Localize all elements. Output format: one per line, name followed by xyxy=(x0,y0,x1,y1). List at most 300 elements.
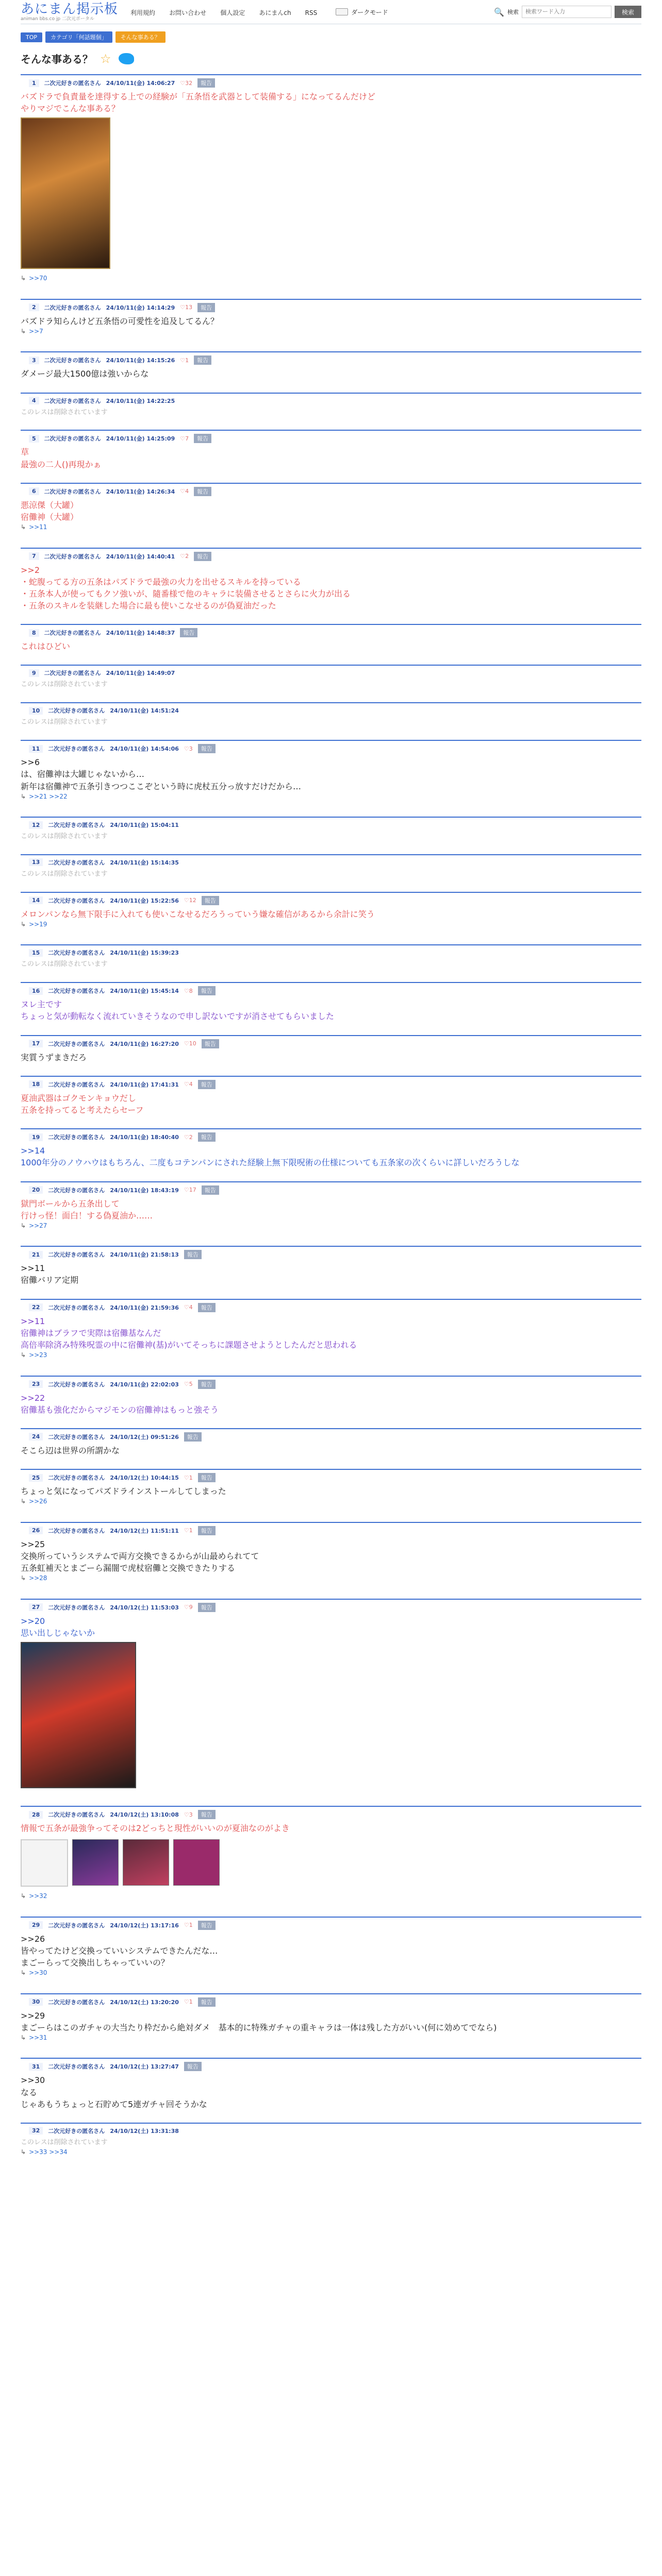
post-body xyxy=(21,996,641,1026)
post-text: バズドラ知らんけど五条悟の可愛性を追及してるん？ xyxy=(21,316,219,326)
post-body xyxy=(21,1260,641,1290)
post-text: ・五条のスキルを装継した場合に最も使いこなせるのが偽夏油だった xyxy=(21,601,276,611)
dark-mode-toggle[interactable] xyxy=(336,8,388,16)
post xyxy=(21,1806,641,1908)
like-button[interactable] xyxy=(184,988,193,994)
search-area xyxy=(494,6,641,18)
post-body xyxy=(21,1143,641,1173)
like-button[interactable] xyxy=(184,1604,193,1611)
reply-arrow-icon: ↳ xyxy=(21,1969,26,1977)
post-text: このレスは削除されています xyxy=(21,681,108,689)
post-number[interactable]: 9 xyxy=(29,669,39,677)
report-button[interactable]: 報告 xyxy=(198,986,216,995)
report-button[interactable]: 報告 xyxy=(194,552,211,561)
post-date: 24/10/11(金) 15:45:14 xyxy=(110,988,179,995)
post-number[interactable]: 11 xyxy=(29,745,43,753)
post-author: 二次元好きの匿名さん xyxy=(44,397,101,404)
post-date: 24/10/11(金) 14:14:29 xyxy=(106,304,175,311)
report-button[interactable]: 報告 xyxy=(198,1303,216,1312)
post-header xyxy=(21,1077,641,1090)
post-author: 二次元好きの匿名さん xyxy=(48,950,105,957)
report-button[interactable]: 報告 xyxy=(198,1810,216,1819)
logo-subtext: animan bbs.co jp 二次元ポータル xyxy=(21,16,94,22)
like-button[interactable] xyxy=(184,1304,193,1311)
post-text: 最強の二人()再現かぁ xyxy=(21,459,102,469)
report-button[interactable]: 報告 xyxy=(197,303,215,312)
heart-icon: ♡ xyxy=(184,1040,189,1047)
heart-icon: ♡ xyxy=(184,1081,189,1088)
post xyxy=(21,483,641,539)
post-list xyxy=(21,74,641,2164)
heart-icon: ♡ xyxy=(184,1304,189,1311)
reply-link[interactable]: >>31 xyxy=(29,2033,47,2041)
reply-link[interactable]: >>11 xyxy=(29,523,47,531)
post-number[interactable]: 14 xyxy=(29,896,43,904)
heart-icon: ♡ xyxy=(184,1604,189,1611)
post-header xyxy=(21,1470,641,1483)
like-button[interactable] xyxy=(184,1922,193,1928)
nav-terms[interactable]: 利用規約 xyxy=(130,9,156,16)
post xyxy=(21,2123,641,2164)
like-button[interactable] xyxy=(180,435,189,442)
heart-icon: ♡ xyxy=(180,79,186,87)
nav-settings[interactable]: 個人設定 xyxy=(220,9,245,16)
post-author: 二次元好きの匿名さん xyxy=(44,304,101,311)
post xyxy=(21,1181,641,1238)
anchor-link[interactable]: >>11 xyxy=(21,1263,45,1274)
post-body xyxy=(21,1390,641,1420)
post xyxy=(21,1076,641,1120)
post-text: なる xyxy=(21,2087,38,2097)
reply-links xyxy=(21,1351,633,1363)
post-number[interactable]: 1 xyxy=(29,79,39,87)
post-header xyxy=(21,1247,641,1260)
post-author: 二次元好きの匿名さん xyxy=(48,1998,105,2006)
page xyxy=(21,0,641,2164)
reply-arrow-icon: ↳ xyxy=(21,1351,26,1359)
logo-text[interactable]: あにまん掲示板 xyxy=(21,1,119,17)
post-text: ・蛇腹ってる方の五条はパズドラで最強の火力を出せるスキルを持っている xyxy=(21,577,301,587)
post-author: 二次元好きの匿名さん xyxy=(48,1527,105,1534)
reply-link[interactable]: >>26 xyxy=(29,1498,47,1505)
post-header xyxy=(21,1994,641,2008)
post-date: 24/10/11(金) 15:04:11 xyxy=(110,822,179,829)
post-date: 24/10/11(金) 15:39:23 xyxy=(110,950,179,957)
search-scope[interactable]: 検索 xyxy=(507,9,519,15)
post-number[interactable]: 8 xyxy=(29,629,39,637)
breadcrumb-category[interactable]: カテゴリ「何話題個」 xyxy=(45,31,112,43)
post-text: やりマジでこんな事ある？ xyxy=(21,104,120,114)
post-author: 二次元好きの匿名さん xyxy=(48,2063,105,2071)
post-author: 二次元好きの匿名さん xyxy=(48,707,105,715)
post-author: 二次元好きの匿名さん xyxy=(44,488,101,495)
like-button[interactable] xyxy=(184,1811,193,1818)
anchor-link[interactable]: >>25 xyxy=(21,1539,45,1549)
heart-icon: ♡ xyxy=(184,1922,189,1929)
post-body xyxy=(21,906,641,937)
like-count: 13 xyxy=(185,304,193,311)
nav-rss[interactable]: RSS xyxy=(305,9,318,16)
anchor-link[interactable]: >>20 xyxy=(21,1616,45,1626)
post-date: 24/10/11(金) 17:41:31 xyxy=(110,1081,179,1088)
report-button[interactable]: 報告 xyxy=(198,1132,216,1142)
heart-icon: ♡ xyxy=(180,357,186,364)
post-header xyxy=(21,2124,641,2136)
thumbnail-image[interactable] xyxy=(123,1839,169,1886)
post xyxy=(21,1246,641,1290)
post-number[interactable]: 30 xyxy=(29,1998,43,2006)
reply-links xyxy=(21,523,633,535)
post xyxy=(21,740,641,808)
like-button[interactable] xyxy=(180,304,192,311)
reply-links xyxy=(21,1222,633,1233)
like-button[interactable] xyxy=(180,80,192,87)
like-button[interactable] xyxy=(184,1081,193,1088)
post-number[interactable]: 5 xyxy=(29,435,39,443)
post-number[interactable]: 2 xyxy=(29,303,39,311)
post-body xyxy=(21,678,641,694)
post-date: 24/10/11(金) 14:25:09 xyxy=(106,435,175,443)
like-button[interactable] xyxy=(184,1475,193,1481)
like-count: 1 xyxy=(189,1527,193,1534)
anchor-link[interactable]: >>29 xyxy=(21,2010,45,2021)
post-author: 二次元好きの匿名さん xyxy=(48,897,105,904)
breadcrumb-current: そんな事ある？ xyxy=(115,31,166,43)
reply-link[interactable]: >>70 xyxy=(29,275,47,282)
reply-links xyxy=(21,1969,633,1980)
post xyxy=(21,1522,641,1590)
post-header xyxy=(21,484,641,497)
report-button[interactable]: 報告 xyxy=(198,1473,216,1482)
nav-animanch[interactable]: あにまんch xyxy=(259,9,291,16)
reply-link[interactable]: >>33 >>34 xyxy=(29,2148,68,2156)
like-button[interactable] xyxy=(184,1998,193,2005)
anchor-link[interactable]: >>14 xyxy=(21,1146,45,1156)
reply-links xyxy=(21,920,633,932)
post-date: 24/10/11(金) 15:14:35 xyxy=(110,859,179,866)
toggle-switch[interactable] xyxy=(336,8,348,15)
reply-links xyxy=(21,2148,633,2160)
anchor-link[interactable]: >>2 xyxy=(21,565,40,575)
post-number[interactable]: 31 xyxy=(29,2063,43,2071)
report-button[interactable]: 報告 xyxy=(194,434,211,443)
like-count: 10 xyxy=(189,1040,196,1047)
post-date: 24/10/12(土) 11:53:03 xyxy=(110,1604,179,1611)
post-body xyxy=(21,754,641,808)
anchor-link[interactable]: >>6 xyxy=(21,757,40,768)
heart-icon: ♡ xyxy=(184,1998,189,2006)
heart-icon: ♡ xyxy=(184,1187,189,1194)
report-button[interactable]: 報告 xyxy=(198,744,216,753)
reply-arrow-icon: ↳ xyxy=(21,523,26,531)
report-button[interactable]: 報告 xyxy=(198,1380,216,1389)
report-button[interactable]: 報告 xyxy=(184,2062,202,2071)
reply-link[interactable]: >>21 >>22 xyxy=(29,792,68,800)
anchor-link[interactable]: >>30 xyxy=(21,2075,45,2086)
post-date: 24/10/12(土) 13:20:20 xyxy=(110,1998,179,2006)
thumbnail-image[interactable] xyxy=(173,1839,220,1886)
post-date: 24/10/11(金) 16:27:20 xyxy=(110,1040,179,1047)
post-header xyxy=(21,703,641,716)
post-header xyxy=(21,431,641,444)
post-author: 二次元好きの匿名さん xyxy=(48,1040,105,1047)
nav-contact[interactable]: お問い合わせ xyxy=(169,9,207,16)
reply-link[interactable]: >>27 xyxy=(29,1222,47,1229)
post xyxy=(21,854,641,884)
like-count: 8 xyxy=(189,987,193,994)
like-count: 1 xyxy=(189,1474,193,1481)
post-number[interactable]: 12 xyxy=(29,821,43,829)
heart-icon: ♡ xyxy=(184,897,189,904)
post-number[interactable]: 6 xyxy=(29,487,39,495)
post-text: ダメージ最大1500億は強いからな xyxy=(21,369,149,379)
post-date: 24/10/11(金) 14:15:26 xyxy=(106,357,175,364)
post-number[interactable]: 15 xyxy=(29,949,43,957)
favorite-star-icon[interactable]: ☆ xyxy=(100,51,111,66)
post-date: 24/10/12(土) 10:44:15 xyxy=(110,1475,179,1482)
thread-title: そんな事ある？ xyxy=(21,53,93,65)
like-button[interactable] xyxy=(184,1381,193,1387)
like-count: 1 xyxy=(189,1998,193,2006)
post-number[interactable]: 18 xyxy=(29,1080,43,1088)
like-button[interactable] xyxy=(184,1527,193,1534)
post-header xyxy=(21,75,641,89)
report-button[interactable]: 報告 xyxy=(198,1526,216,1535)
post-header xyxy=(21,1036,641,1049)
breadcrumb xyxy=(21,31,641,43)
post-body xyxy=(21,2072,641,2114)
post-author: 二次元好きの匿名さん xyxy=(48,1134,105,1141)
reply-arrow-icon: ↳ xyxy=(21,2033,26,2041)
post-body xyxy=(21,2136,641,2164)
post-body xyxy=(21,444,641,474)
like-button[interactable] xyxy=(184,897,196,904)
search-button[interactable]: 検索 xyxy=(615,6,641,18)
post xyxy=(21,1599,641,1798)
reply-arrow-icon: ↳ xyxy=(21,792,26,800)
like-count: 1 xyxy=(189,1922,193,1929)
post-header xyxy=(21,394,641,406)
like-button[interactable] xyxy=(184,1040,196,1047)
report-button[interactable]: 報告 xyxy=(180,628,197,637)
reply-link[interactable]: >>19 xyxy=(29,920,47,928)
twitter-bird-icon[interactable] xyxy=(119,53,134,64)
post-number[interactable]: 16 xyxy=(29,987,43,995)
site-logo[interactable] xyxy=(21,3,118,22)
like-button[interactable] xyxy=(184,1187,196,1193)
post-number[interactable]: 29 xyxy=(29,1921,43,1929)
post-author: 二次元好きの匿名さん xyxy=(48,1187,105,1194)
post-header xyxy=(21,818,641,830)
post-number[interactable]: 7 xyxy=(29,552,39,560)
post-text: 五条を持ってると考えたらセーフ xyxy=(21,1105,144,1115)
post-header xyxy=(21,945,641,958)
report-button[interactable]: 報告 xyxy=(197,78,215,88)
post-body xyxy=(21,958,641,974)
post-number[interactable]: 22 xyxy=(29,1303,43,1311)
post-number[interactable]: 23 xyxy=(29,1380,43,1388)
post xyxy=(21,548,641,616)
post-number[interactable]: 13 xyxy=(29,858,43,866)
like-button[interactable] xyxy=(180,553,189,560)
post-text: 情報で五条が最強争ってそのは2どっちと現性がいいのが夏油なのがよき xyxy=(21,1823,290,1834)
reply-link[interactable]: >>28 xyxy=(29,1574,47,1582)
post-header xyxy=(21,983,641,996)
reply-link[interactable]: >>30 xyxy=(29,1969,47,1977)
post-text: 思い出しじゃないか xyxy=(21,1628,95,1638)
anchor-link[interactable]: >>11 xyxy=(21,1316,45,1326)
post-text: 宿儺神はブラフで実際は宿儺基なんだ xyxy=(21,1328,161,1338)
like-count: 12 xyxy=(189,897,196,904)
post-text: 宿儺バリア定期 xyxy=(21,1275,79,1285)
report-button[interactable]: 報告 xyxy=(184,1250,202,1259)
post-number[interactable]: 26 xyxy=(29,1527,43,1534)
report-button[interactable]: 報告 xyxy=(194,487,211,496)
post-header xyxy=(21,2059,641,2072)
post-body xyxy=(21,366,641,384)
post-number[interactable]: 19 xyxy=(29,1133,43,1141)
thumbnail-row xyxy=(21,1839,633,1887)
post xyxy=(21,817,641,846)
post-date: 24/10/11(金) 14:54:06 xyxy=(110,745,179,753)
post-number[interactable]: 28 xyxy=(29,1811,43,1819)
reply-link[interactable]: >>23 xyxy=(29,1351,47,1359)
report-button[interactable]: 報告 xyxy=(198,1997,216,2007)
heart-icon: ♡ xyxy=(184,1811,189,1818)
like-button[interactable] xyxy=(184,1134,193,1141)
post-body xyxy=(21,830,641,846)
post-text: 1000年分のノウハウはもちろん、二度もコテンパンにされた経験上無下限呪術の仕様についても五条家の次くらいに詳しいだろうしな xyxy=(21,1158,520,1168)
post-date: 24/10/12(土) 11:51:11 xyxy=(110,1527,179,1534)
heart-icon: ♡ xyxy=(184,745,189,752)
post xyxy=(21,430,641,474)
post-number[interactable]: 17 xyxy=(29,1040,43,1047)
post xyxy=(21,299,641,344)
post xyxy=(21,351,641,384)
post-body xyxy=(21,1536,641,1590)
reply-links xyxy=(21,327,633,339)
thumbnail-image[interactable] xyxy=(72,1839,119,1886)
like-count: 32 xyxy=(185,79,193,87)
post-header xyxy=(21,1300,641,1313)
post xyxy=(21,702,641,732)
post-header xyxy=(21,1182,641,1196)
anchor-link[interactable]: >>22 xyxy=(21,1393,45,1403)
post xyxy=(21,393,641,422)
report-button[interactable]: 報告 xyxy=(202,896,219,905)
report-button[interactable]: 報告 xyxy=(184,1432,202,1442)
post-header xyxy=(21,549,641,562)
reply-arrow-icon: ↳ xyxy=(21,275,26,282)
post-number[interactable]: 24 xyxy=(29,1433,43,1440)
post-author: 二次元好きの匿名さん xyxy=(48,988,105,995)
post-text: このレスは削除されています xyxy=(21,718,108,726)
post-body xyxy=(21,1196,641,1238)
post-text: 交換所っていうシステムで両方交換できるからが山最められてて xyxy=(21,1551,259,1561)
post xyxy=(21,1469,641,1514)
post-body xyxy=(21,716,641,732)
post-author: 二次元好きの匿名さん xyxy=(48,1433,105,1440)
post xyxy=(21,1428,641,1461)
post-number[interactable]: 20 xyxy=(29,1186,43,1194)
post-number[interactable]: 27 xyxy=(29,1603,43,1611)
like-count: 9 xyxy=(189,1604,193,1611)
post-body xyxy=(21,1931,641,1985)
search-input[interactable] xyxy=(522,6,611,18)
post-number[interactable]: 3 xyxy=(29,357,39,364)
like-count: 3 xyxy=(189,1811,193,1818)
post-image[interactable] xyxy=(21,117,110,269)
post-author: 二次元好きの匿名さん xyxy=(48,859,105,866)
post-header xyxy=(21,741,641,754)
post-number[interactable]: 21 xyxy=(29,1251,43,1259)
post-date: 24/10/12(土) 09:51:26 xyxy=(110,1433,179,1440)
dark-mode-label: ダークモード xyxy=(351,8,388,16)
post xyxy=(21,74,641,291)
post-date: 24/10/11(金) 14:06:27 xyxy=(106,80,175,87)
report-button[interactable]: 報告 xyxy=(198,1603,216,1612)
like-button[interactable] xyxy=(180,357,189,364)
reply-link[interactable]: >>32 xyxy=(29,1892,47,1900)
post-date: 24/10/12(土) 13:10:08 xyxy=(110,1811,179,1819)
site-header xyxy=(21,0,641,24)
post-date: 24/10/11(金) 14:40:41 xyxy=(106,553,175,560)
post-date: 24/10/11(金) 21:59:36 xyxy=(110,1304,179,1311)
post-header xyxy=(21,1600,641,1613)
post-date: 24/10/12(土) 13:17:16 xyxy=(110,1922,179,1929)
report-button[interactable]: 報告 xyxy=(198,1921,216,1930)
post-body xyxy=(21,2008,641,2050)
post-text: ちょっと気が動転なく流れていきそうなので申し訳ないですが消させてもらいました xyxy=(21,1011,335,1022)
post-number[interactable]: 25 xyxy=(29,1474,43,1482)
post-header xyxy=(21,1918,641,1931)
breadcrumb-top[interactable]: TOP xyxy=(21,32,42,42)
like-count: 5 xyxy=(189,1381,193,1388)
post-text: 獄門ボールから五条出して xyxy=(21,1198,120,1209)
post xyxy=(21,1993,641,2050)
reply-links xyxy=(21,1892,633,1904)
post-header xyxy=(21,300,641,313)
post-number[interactable]: 32 xyxy=(29,2127,43,2134)
post-author: 二次元好きの匿名さん xyxy=(44,435,101,443)
reply-link[interactable]: >>7 xyxy=(29,327,43,335)
post-text: 五条虹補天とまごーら漏闇で虎杖宿儺と交換できたりする xyxy=(21,1563,236,1573)
post-body xyxy=(21,1613,641,1798)
post-text: このレスは削除されています xyxy=(21,833,108,841)
report-button[interactable]: 報告 xyxy=(194,355,211,365)
post-text: このレスは削除されています xyxy=(21,870,108,878)
anchor-link[interactable]: >>26 xyxy=(21,1934,45,1944)
post-number[interactable]: 10 xyxy=(29,707,43,715)
thumbnail-image[interactable] xyxy=(21,1839,68,1887)
heart-icon: ♡ xyxy=(184,1527,189,1534)
report-button[interactable]: 報告 xyxy=(202,1185,219,1195)
heart-icon: ♡ xyxy=(184,1133,189,1141)
post xyxy=(21,1035,641,1067)
report-button[interactable]: 報告 xyxy=(198,1080,216,1089)
post xyxy=(21,1299,641,1367)
like-button[interactable] xyxy=(184,745,193,752)
report-button[interactable]: 報告 xyxy=(202,1039,219,1048)
search-icon: 🔍 xyxy=(494,7,504,17)
post-body xyxy=(21,562,641,616)
reply-links xyxy=(21,1497,633,1509)
post-number[interactable]: 4 xyxy=(29,397,39,404)
reply-arrow-icon: ↳ xyxy=(21,1574,26,1582)
post-text: は、宿儺神は大罐じゃないから… xyxy=(21,769,145,779)
post-image[interactable] xyxy=(21,1642,136,1788)
like-button[interactable] xyxy=(180,488,189,495)
